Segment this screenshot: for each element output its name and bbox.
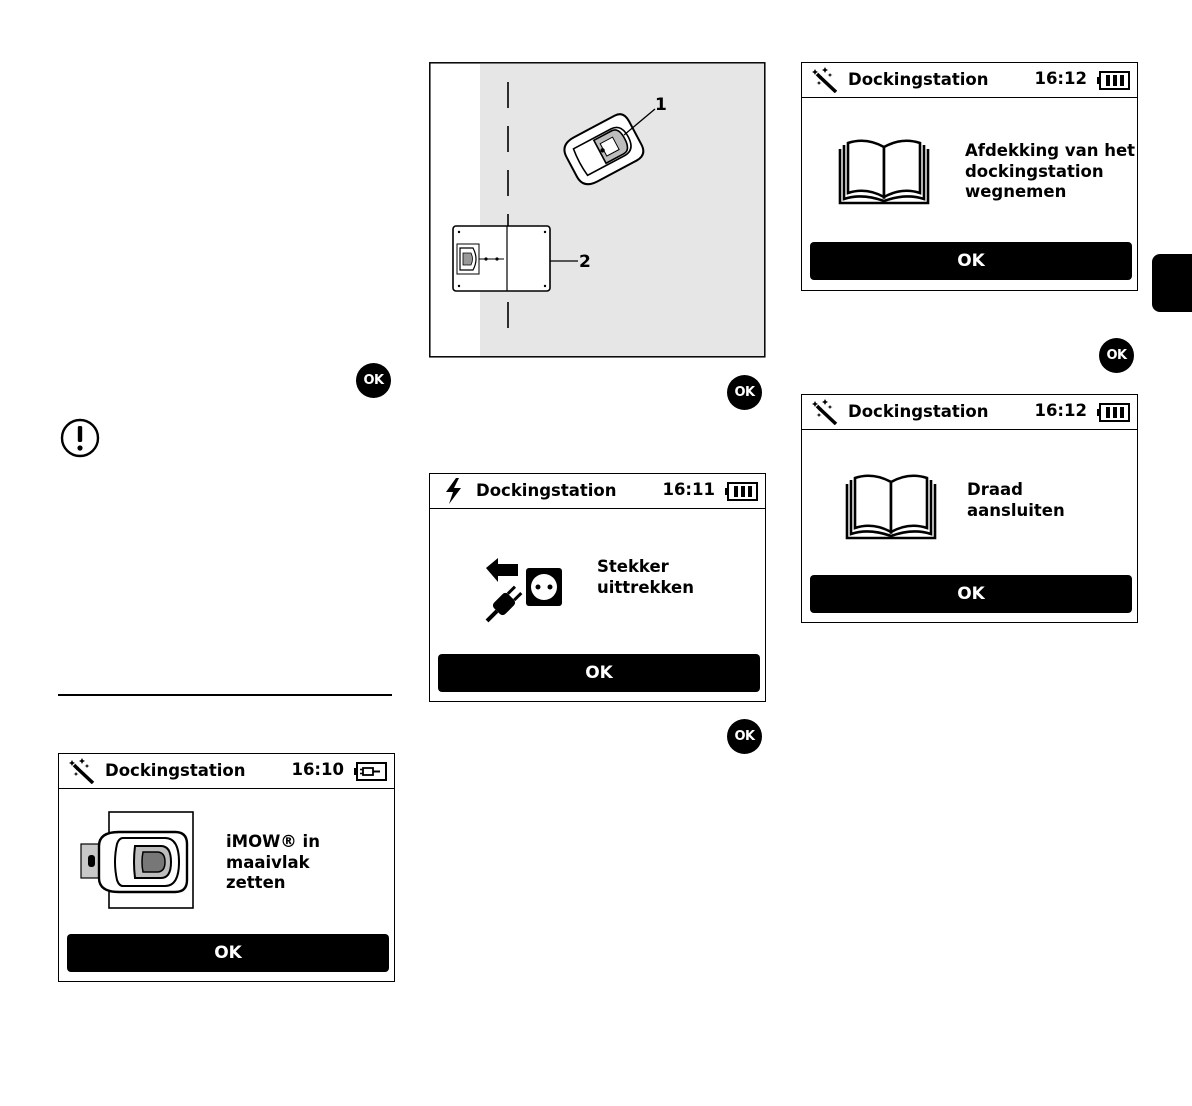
screen-message: Stekker uittrekken	[597, 557, 694, 597]
screen-title: Dockingstation	[848, 402, 989, 421]
chapter-tab-marker	[1152, 254, 1192, 312]
screen-message: Afdekking van het dockingstation wegnemen	[965, 141, 1136, 201]
screen-time: 16:12	[1034, 69, 1087, 88]
ok-button-icon: OK	[1099, 338, 1134, 373]
ok-button-icon: OK	[727, 719, 762, 754]
charging-battery-icon	[354, 762, 388, 781]
screen-message: iMOW® in maaivlak zetten	[226, 832, 320, 892]
screen-unplug	[429, 473, 766, 702]
screen-connect-wire	[801, 394, 1138, 623]
screen-title: Dockingstation	[848, 70, 989, 89]
screen-header	[802, 395, 1137, 430]
screen-title: Dockingstation	[105, 761, 246, 780]
screen-message: Draad aansluiten	[967, 480, 1065, 520]
lawn-layout-figure	[429, 62, 766, 358]
callout-1-label: 1	[655, 95, 667, 115]
screen-header	[59, 754, 394, 789]
section-divider	[58, 694, 392, 696]
ok-button[interactable]: OK	[810, 242, 1132, 280]
mower-in-lawn-illustration	[79, 810, 195, 910]
warning-exclamation-icon	[60, 418, 100, 458]
callout-2-label: 2	[579, 252, 591, 272]
manual-book-icon	[838, 139, 930, 205]
screen-remove-cover	[801, 62, 1138, 291]
lightning-icon	[440, 478, 468, 504]
screen-time: 16:10	[291, 760, 344, 779]
screen-header	[802, 63, 1137, 98]
ok-button[interactable]: OK	[810, 575, 1132, 613]
battery-full-icon	[725, 482, 759, 501]
battery-full-icon	[1097, 403, 1131, 422]
screen-time: 16:12	[1034, 401, 1087, 420]
magic-wand-icon	[69, 758, 97, 784]
ok-button[interactable]: OK	[438, 654, 760, 692]
manual-book-icon	[845, 474, 937, 540]
screen-place-mower	[58, 753, 395, 982]
magic-wand-icon	[812, 67, 840, 93]
magic-wand-icon	[812, 399, 840, 425]
screen-header	[430, 474, 765, 509]
battery-full-icon	[1097, 71, 1131, 90]
unplug-socket-icon	[478, 556, 566, 624]
ok-button[interactable]: OK	[67, 934, 389, 972]
ok-button-icon: OK	[356, 363, 391, 398]
screen-title: Dockingstation	[476, 481, 617, 500]
screen-time: 16:11	[662, 480, 715, 499]
ok-button-icon: OK	[727, 375, 762, 410]
